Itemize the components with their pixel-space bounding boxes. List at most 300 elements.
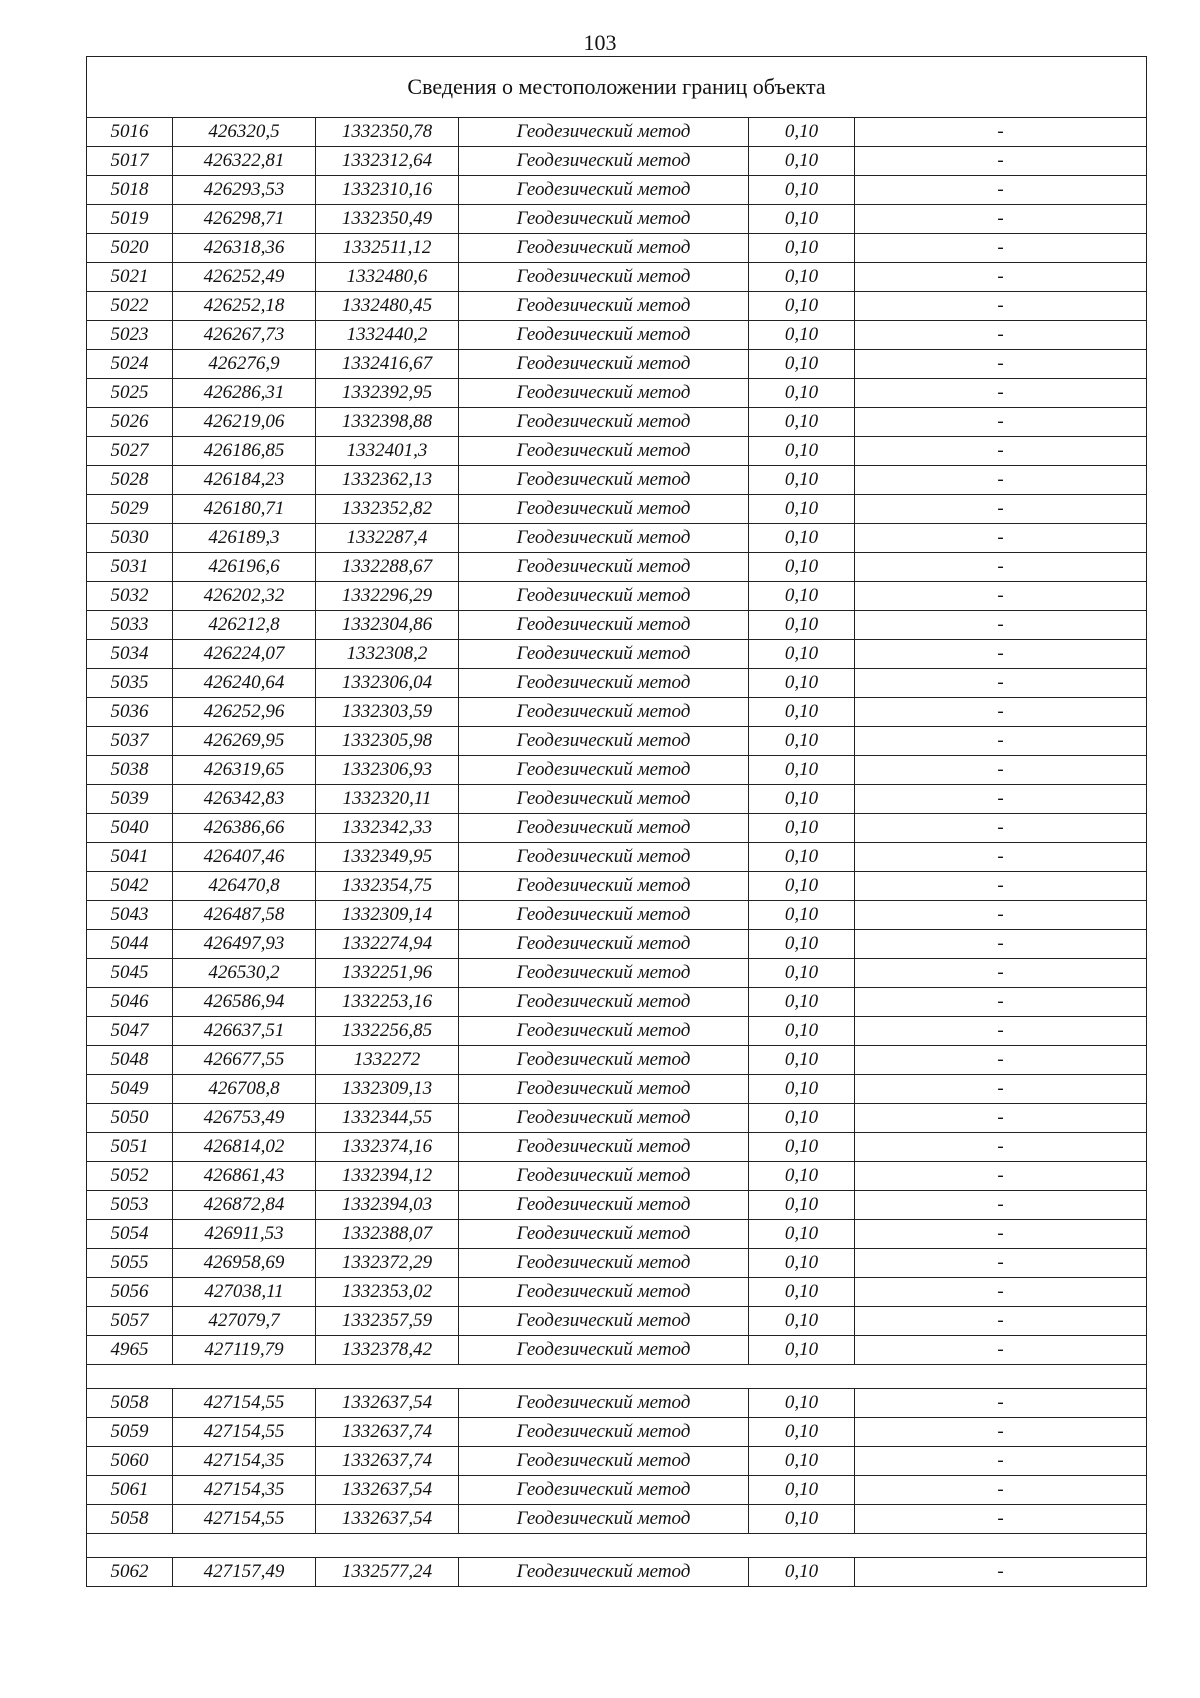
accuracy-cell: 0,10 bbox=[749, 1418, 855, 1447]
description-cell: - bbox=[855, 930, 1147, 959]
table-title: Сведения о местоположении границ объекта bbox=[87, 57, 1147, 118]
point-number-cell: 5046 bbox=[87, 988, 173, 1017]
point-number-cell: 5059 bbox=[87, 1418, 173, 1447]
table-row bbox=[87, 1476, 1147, 1505]
x-coordinate-cell: 426708,8 bbox=[173, 1075, 316, 1104]
method-cell: Геодезический метод bbox=[459, 495, 749, 524]
method-cell: Геодезический метод bbox=[459, 930, 749, 959]
y-coordinate-cell: 1332308,2 bbox=[316, 640, 459, 669]
point-number-cell: 5058 bbox=[87, 1505, 173, 1534]
x-coordinate-cell: 426219,06 bbox=[173, 408, 316, 437]
point-number-cell: 5026 bbox=[87, 408, 173, 437]
description-cell: - bbox=[855, 1249, 1147, 1278]
point-number-cell: 5045 bbox=[87, 959, 173, 988]
x-coordinate-cell: 426184,23 bbox=[173, 466, 316, 495]
method-cell: Геодезический метод bbox=[459, 1278, 749, 1307]
point-number-cell: 5051 bbox=[87, 1133, 173, 1162]
description-cell: - bbox=[855, 292, 1147, 321]
table-row bbox=[87, 988, 1147, 1017]
description-cell: - bbox=[855, 466, 1147, 495]
x-coordinate-cell: 426240,64 bbox=[173, 669, 316, 698]
point-number-cell: 5038 bbox=[87, 756, 173, 785]
point-number-cell: 5060 bbox=[87, 1447, 173, 1476]
point-number-cell: 5024 bbox=[87, 350, 173, 379]
y-coordinate-cell: 1332287,4 bbox=[316, 524, 459, 553]
accuracy-cell: 0,10 bbox=[749, 379, 855, 408]
table-row bbox=[87, 1558, 1147, 1587]
point-number-cell: 5016 bbox=[87, 118, 173, 147]
x-coordinate-cell: 426530,2 bbox=[173, 959, 316, 988]
description-cell: - bbox=[855, 1220, 1147, 1249]
point-number-cell: 5037 bbox=[87, 727, 173, 756]
y-coordinate-cell: 1332480,6 bbox=[316, 263, 459, 292]
description-cell: - bbox=[855, 1075, 1147, 1104]
y-coordinate-cell: 1332637,74 bbox=[316, 1447, 459, 1476]
accuracy-cell: 0,10 bbox=[749, 1104, 855, 1133]
accuracy-cell: 0,10 bbox=[749, 640, 855, 669]
table-row bbox=[87, 727, 1147, 756]
accuracy-cell: 0,10 bbox=[749, 466, 855, 495]
method-cell: Геодезический метод bbox=[459, 1505, 749, 1534]
method-cell: Геодезический метод bbox=[459, 1162, 749, 1191]
method-cell: Геодезический метод bbox=[459, 1191, 749, 1220]
accuracy-cell: 0,10 bbox=[749, 263, 855, 292]
x-coordinate-cell: 426911,53 bbox=[173, 1220, 316, 1249]
x-coordinate-cell: 427154,35 bbox=[173, 1447, 316, 1476]
accuracy-cell: 0,10 bbox=[749, 1558, 855, 1587]
point-number-cell: 5020 bbox=[87, 234, 173, 263]
point-number-cell: 5054 bbox=[87, 1220, 173, 1249]
description-cell: - bbox=[855, 727, 1147, 756]
accuracy-cell: 0,10 bbox=[749, 611, 855, 640]
point-number-cell: 5047 bbox=[87, 1017, 173, 1046]
x-coordinate-cell: 427154,35 bbox=[173, 1476, 316, 1505]
point-number-cell: 5025 bbox=[87, 379, 173, 408]
point-number-cell: 5028 bbox=[87, 466, 173, 495]
point-number-cell: 5036 bbox=[87, 698, 173, 727]
y-coordinate-cell: 1332357,59 bbox=[316, 1307, 459, 1336]
description-cell: - bbox=[855, 959, 1147, 988]
y-coordinate-cell: 1332253,16 bbox=[316, 988, 459, 1017]
description-cell: - bbox=[855, 640, 1147, 669]
x-coordinate-cell: 426276,9 bbox=[173, 350, 316, 379]
accuracy-cell: 0,10 bbox=[749, 582, 855, 611]
point-number-cell: 5049 bbox=[87, 1075, 173, 1104]
description-cell: - bbox=[855, 611, 1147, 640]
description-cell: - bbox=[855, 814, 1147, 843]
table-row bbox=[87, 1046, 1147, 1075]
accuracy-cell: 0,10 bbox=[749, 524, 855, 553]
y-coordinate-cell: 1332342,33 bbox=[316, 814, 459, 843]
accuracy-cell: 0,10 bbox=[749, 176, 855, 205]
table-row bbox=[87, 524, 1147, 553]
method-cell: Геодезический метод bbox=[459, 669, 749, 698]
point-number-cell: 5032 bbox=[87, 582, 173, 611]
description-cell: - bbox=[855, 1336, 1147, 1365]
y-coordinate-cell: 1332394,12 bbox=[316, 1162, 459, 1191]
y-coordinate-cell: 1332480,45 bbox=[316, 292, 459, 321]
x-coordinate-cell: 426487,58 bbox=[173, 901, 316, 930]
y-coordinate-cell: 1332353,02 bbox=[316, 1278, 459, 1307]
table-row bbox=[87, 1104, 1147, 1133]
accuracy-cell: 0,10 bbox=[749, 814, 855, 843]
description-cell: - bbox=[855, 118, 1147, 147]
method-cell: Геодезический метод bbox=[459, 756, 749, 785]
x-coordinate-cell: 426319,65 bbox=[173, 756, 316, 785]
x-coordinate-cell: 426286,31 bbox=[173, 379, 316, 408]
description-cell: - bbox=[855, 263, 1147, 292]
table-row bbox=[87, 872, 1147, 901]
x-coordinate-cell: 426293,53 bbox=[173, 176, 316, 205]
table-row bbox=[87, 234, 1147, 263]
y-coordinate-cell: 1332378,42 bbox=[316, 1336, 459, 1365]
description-cell: - bbox=[855, 205, 1147, 234]
description-cell: - bbox=[855, 176, 1147, 205]
y-coordinate-cell: 1332312,64 bbox=[316, 147, 459, 176]
accuracy-cell: 0,10 bbox=[749, 988, 855, 1017]
accuracy-cell: 0,10 bbox=[749, 872, 855, 901]
table-row bbox=[87, 1017, 1147, 1046]
point-number-cell: 5052 bbox=[87, 1162, 173, 1191]
description-cell: - bbox=[855, 582, 1147, 611]
x-coordinate-cell: 426252,18 bbox=[173, 292, 316, 321]
accuracy-cell: 0,10 bbox=[749, 1389, 855, 1418]
method-cell: Геодезический метод bbox=[459, 147, 749, 176]
description-cell: - bbox=[855, 785, 1147, 814]
x-coordinate-cell: 427154,55 bbox=[173, 1505, 316, 1534]
method-cell: Геодезический метод bbox=[459, 524, 749, 553]
accuracy-cell: 0,10 bbox=[749, 1220, 855, 1249]
y-coordinate-cell: 1332305,98 bbox=[316, 727, 459, 756]
method-cell: Геодезический метод bbox=[459, 1336, 749, 1365]
method-cell: Геодезический метод bbox=[459, 785, 749, 814]
point-number-cell: 5041 bbox=[87, 843, 173, 872]
method-cell: Геодезический метод bbox=[459, 959, 749, 988]
description-cell: - bbox=[855, 1447, 1147, 1476]
method-cell: Геодезический метод bbox=[459, 1418, 749, 1447]
point-number-cell: 5017 bbox=[87, 147, 173, 176]
accuracy-cell: 0,10 bbox=[749, 1017, 855, 1046]
table-row bbox=[87, 1336, 1147, 1365]
description-cell: - bbox=[855, 1133, 1147, 1162]
accuracy-cell: 0,10 bbox=[749, 1046, 855, 1075]
table-row bbox=[87, 756, 1147, 785]
x-coordinate-cell: 426212,8 bbox=[173, 611, 316, 640]
point-number-cell: 5027 bbox=[87, 437, 173, 466]
method-cell: Геодезический метод bbox=[459, 379, 749, 408]
method-cell: Геодезический метод bbox=[459, 1046, 749, 1075]
accuracy-cell: 0,10 bbox=[749, 1191, 855, 1220]
point-number-cell: 5056 bbox=[87, 1278, 173, 1307]
accuracy-cell: 0,10 bbox=[749, 1476, 855, 1505]
x-coordinate-cell: 427038,11 bbox=[173, 1278, 316, 1307]
method-cell: Геодезический метод bbox=[459, 1104, 749, 1133]
point-number-cell: 5050 bbox=[87, 1104, 173, 1133]
accuracy-cell: 0,10 bbox=[749, 669, 855, 698]
table-row bbox=[87, 437, 1147, 466]
y-coordinate-cell: 1332637,54 bbox=[316, 1505, 459, 1534]
y-coordinate-cell: 1332416,67 bbox=[316, 350, 459, 379]
accuracy-cell: 0,10 bbox=[749, 901, 855, 930]
y-coordinate-cell: 1332296,29 bbox=[316, 582, 459, 611]
accuracy-cell: 0,10 bbox=[749, 1278, 855, 1307]
table-row bbox=[87, 263, 1147, 292]
accuracy-cell: 0,10 bbox=[749, 118, 855, 147]
method-cell: Геодезический метод bbox=[459, 1017, 749, 1046]
table-row bbox=[87, 1447, 1147, 1476]
table-row bbox=[87, 1505, 1147, 1534]
y-coordinate-cell: 1332352,82 bbox=[316, 495, 459, 524]
table-row bbox=[87, 1220, 1147, 1249]
y-coordinate-cell: 1332272 bbox=[316, 1046, 459, 1075]
table-row bbox=[87, 611, 1147, 640]
table-row bbox=[87, 292, 1147, 321]
table-row bbox=[87, 930, 1147, 959]
boundary-table bbox=[86, 56, 1147, 1587]
x-coordinate-cell: 426586,94 bbox=[173, 988, 316, 1017]
point-number-cell: 5023 bbox=[87, 321, 173, 350]
x-coordinate-cell: 426637,51 bbox=[173, 1017, 316, 1046]
method-cell: Геодезический метод bbox=[459, 263, 749, 292]
table-row bbox=[87, 466, 1147, 495]
y-coordinate-cell: 1332256,85 bbox=[316, 1017, 459, 1046]
description-cell: - bbox=[855, 350, 1147, 379]
description-cell: - bbox=[855, 234, 1147, 263]
x-coordinate-cell: 426322,81 bbox=[173, 147, 316, 176]
method-cell: Геодезический метод bbox=[459, 611, 749, 640]
description-cell: - bbox=[855, 321, 1147, 350]
x-coordinate-cell: 426189,3 bbox=[173, 524, 316, 553]
accuracy-cell: 0,10 bbox=[749, 321, 855, 350]
point-number-cell: 5055 bbox=[87, 1249, 173, 1278]
table-row bbox=[87, 350, 1147, 379]
y-coordinate-cell: 1332310,16 bbox=[316, 176, 459, 205]
method-cell: Геодезический метод bbox=[459, 1133, 749, 1162]
table-row bbox=[87, 901, 1147, 930]
x-coordinate-cell: 426196,6 bbox=[173, 553, 316, 582]
description-cell: - bbox=[855, 524, 1147, 553]
x-coordinate-cell: 426186,85 bbox=[173, 437, 316, 466]
method-cell: Геодезический метод bbox=[459, 1447, 749, 1476]
table-row bbox=[87, 640, 1147, 669]
point-number-cell: 5057 bbox=[87, 1307, 173, 1336]
description-cell: - bbox=[855, 437, 1147, 466]
table-row bbox=[87, 959, 1147, 988]
x-coordinate-cell: 427119,79 bbox=[173, 1336, 316, 1365]
x-coordinate-cell: 427157,49 bbox=[173, 1558, 316, 1587]
x-coordinate-cell: 426470,8 bbox=[173, 872, 316, 901]
method-cell: Геодезический метод bbox=[459, 1476, 749, 1505]
x-coordinate-cell: 426386,66 bbox=[173, 814, 316, 843]
description-cell: - bbox=[855, 1307, 1147, 1336]
accuracy-cell: 0,10 bbox=[749, 1075, 855, 1104]
x-coordinate-cell: 426407,46 bbox=[173, 843, 316, 872]
method-cell: Геодезический метод bbox=[459, 582, 749, 611]
method-cell: Геодезический метод bbox=[459, 176, 749, 205]
y-coordinate-cell: 1332577,24 bbox=[316, 1558, 459, 1587]
x-coordinate-cell: 426872,84 bbox=[173, 1191, 316, 1220]
table-row bbox=[87, 1418, 1147, 1447]
point-number-cell: 5040 bbox=[87, 814, 173, 843]
point-number-cell: 5058 bbox=[87, 1389, 173, 1418]
y-coordinate-cell: 1332374,16 bbox=[316, 1133, 459, 1162]
y-coordinate-cell: 1332304,86 bbox=[316, 611, 459, 640]
description-cell: - bbox=[855, 379, 1147, 408]
description-cell: - bbox=[855, 1476, 1147, 1505]
point-number-cell: 5043 bbox=[87, 901, 173, 930]
y-coordinate-cell: 1332637,74 bbox=[316, 1418, 459, 1447]
table-row bbox=[87, 814, 1147, 843]
accuracy-cell: 0,10 bbox=[749, 959, 855, 988]
y-coordinate-cell: 1332251,96 bbox=[316, 959, 459, 988]
description-cell: - bbox=[855, 843, 1147, 872]
y-coordinate-cell: 1332401,3 bbox=[316, 437, 459, 466]
description-cell: - bbox=[855, 872, 1147, 901]
y-coordinate-cell: 1332398,88 bbox=[316, 408, 459, 437]
accuracy-cell: 0,10 bbox=[749, 205, 855, 234]
description-cell: - bbox=[855, 147, 1147, 176]
y-coordinate-cell: 1332354,75 bbox=[316, 872, 459, 901]
description-cell: - bbox=[855, 901, 1147, 930]
table-row bbox=[87, 1249, 1147, 1278]
method-cell: Геодезический метод bbox=[459, 234, 749, 263]
table-row bbox=[87, 1075, 1147, 1104]
description-cell: - bbox=[855, 1389, 1147, 1418]
group-separator-row bbox=[87, 1365, 1147, 1389]
method-cell: Геодезический метод bbox=[459, 466, 749, 495]
y-coordinate-cell: 1332344,55 bbox=[316, 1104, 459, 1133]
method-cell: Геодезический метод bbox=[459, 321, 749, 350]
method-cell: Геодезический метод bbox=[459, 205, 749, 234]
accuracy-cell: 0,10 bbox=[749, 843, 855, 872]
table-row bbox=[87, 669, 1147, 698]
description-cell: - bbox=[855, 1505, 1147, 1534]
y-coordinate-cell: 1332309,13 bbox=[316, 1075, 459, 1104]
accuracy-cell: 0,10 bbox=[749, 1249, 855, 1278]
accuracy-cell: 0,10 bbox=[749, 930, 855, 959]
x-coordinate-cell: 426814,02 bbox=[173, 1133, 316, 1162]
x-coordinate-cell: 427154,55 bbox=[173, 1418, 316, 1447]
accuracy-cell: 0,10 bbox=[749, 785, 855, 814]
y-coordinate-cell: 1332349,95 bbox=[316, 843, 459, 872]
method-cell: Геодезический метод bbox=[459, 292, 749, 321]
separator-cell bbox=[87, 1365, 1147, 1389]
y-coordinate-cell: 1332288,67 bbox=[316, 553, 459, 582]
table-row bbox=[87, 698, 1147, 727]
point-number-cell: 5021 bbox=[87, 263, 173, 292]
y-coordinate-cell: 1332394,03 bbox=[316, 1191, 459, 1220]
method-cell: Геодезический метод bbox=[459, 814, 749, 843]
accuracy-cell: 0,10 bbox=[749, 350, 855, 379]
table-row bbox=[87, 553, 1147, 582]
method-cell: Геодезический метод bbox=[459, 872, 749, 901]
y-coordinate-cell: 1332350,78 bbox=[316, 118, 459, 147]
method-cell: Геодезический метод bbox=[459, 988, 749, 1017]
table-row bbox=[87, 1278, 1147, 1307]
description-cell: - bbox=[855, 408, 1147, 437]
table-row bbox=[87, 495, 1147, 524]
accuracy-cell: 0,10 bbox=[749, 1336, 855, 1365]
accuracy-cell: 0,10 bbox=[749, 437, 855, 466]
description-cell: - bbox=[855, 1191, 1147, 1220]
description-cell: - bbox=[855, 698, 1147, 727]
x-coordinate-cell: 426677,55 bbox=[173, 1046, 316, 1075]
point-number-cell: 5033 bbox=[87, 611, 173, 640]
method-cell: Геодезический метод bbox=[459, 901, 749, 930]
method-cell: Геодезический метод bbox=[459, 553, 749, 582]
accuracy-cell: 0,10 bbox=[749, 1505, 855, 1534]
separator-cell bbox=[87, 1534, 1147, 1558]
x-coordinate-cell: 426180,71 bbox=[173, 495, 316, 524]
x-coordinate-cell: 426252,49 bbox=[173, 263, 316, 292]
table-row bbox=[87, 118, 1147, 147]
table-row bbox=[87, 176, 1147, 205]
method-cell: Геодезический метод bbox=[459, 1389, 749, 1418]
table-body bbox=[87, 57, 1147, 1587]
method-cell: Геодезический метод bbox=[459, 843, 749, 872]
y-coordinate-cell: 1332392,95 bbox=[316, 379, 459, 408]
table-row bbox=[87, 1162, 1147, 1191]
y-coordinate-cell: 1332637,54 bbox=[316, 1389, 459, 1418]
point-number-cell: 5022 bbox=[87, 292, 173, 321]
method-cell: Геодезический метод bbox=[459, 350, 749, 379]
method-cell: Геодезический метод bbox=[459, 727, 749, 756]
description-cell: - bbox=[855, 1017, 1147, 1046]
accuracy-cell: 0,10 bbox=[749, 1162, 855, 1191]
y-coordinate-cell: 1332440,2 bbox=[316, 321, 459, 350]
point-number-cell: 5030 bbox=[87, 524, 173, 553]
description-cell: - bbox=[855, 553, 1147, 582]
x-coordinate-cell: 427154,55 bbox=[173, 1389, 316, 1418]
x-coordinate-cell: 426861,43 bbox=[173, 1162, 316, 1191]
x-coordinate-cell: 426958,69 bbox=[173, 1249, 316, 1278]
point-number-cell: 5042 bbox=[87, 872, 173, 901]
x-coordinate-cell: 426320,5 bbox=[173, 118, 316, 147]
table-row bbox=[87, 1191, 1147, 1220]
group-separator-row bbox=[87, 1534, 1147, 1558]
accuracy-cell: 0,10 bbox=[749, 698, 855, 727]
table-row bbox=[87, 1307, 1147, 1336]
point-number-cell: 5048 bbox=[87, 1046, 173, 1075]
table-row bbox=[87, 1133, 1147, 1162]
accuracy-cell: 0,10 bbox=[749, 147, 855, 176]
y-coordinate-cell: 1332372,29 bbox=[316, 1249, 459, 1278]
y-coordinate-cell: 1332303,59 bbox=[316, 698, 459, 727]
point-number-cell: 5053 bbox=[87, 1191, 173, 1220]
description-cell: - bbox=[855, 495, 1147, 524]
method-cell: Геодезический метод bbox=[459, 640, 749, 669]
description-cell: - bbox=[855, 1162, 1147, 1191]
method-cell: Геодезический метод bbox=[459, 1558, 749, 1587]
accuracy-cell: 0,10 bbox=[749, 756, 855, 785]
description-cell: - bbox=[855, 756, 1147, 785]
y-coordinate-cell: 1332309,14 bbox=[316, 901, 459, 930]
description-cell: - bbox=[855, 1558, 1147, 1587]
description-cell: - bbox=[855, 1046, 1147, 1075]
point-number-cell: 5035 bbox=[87, 669, 173, 698]
y-coordinate-cell: 1332511,12 bbox=[316, 234, 459, 263]
method-cell: Геодезический метод bbox=[459, 1075, 749, 1104]
x-coordinate-cell: 426202,32 bbox=[173, 582, 316, 611]
table-row bbox=[87, 205, 1147, 234]
point-number-cell: 5061 bbox=[87, 1476, 173, 1505]
table-row bbox=[87, 1389, 1147, 1418]
x-coordinate-cell: 426267,73 bbox=[173, 321, 316, 350]
point-number-cell: 5034 bbox=[87, 640, 173, 669]
point-number-cell: 5031 bbox=[87, 553, 173, 582]
x-coordinate-cell: 426753,49 bbox=[173, 1104, 316, 1133]
method-cell: Геодезический метод bbox=[459, 1220, 749, 1249]
